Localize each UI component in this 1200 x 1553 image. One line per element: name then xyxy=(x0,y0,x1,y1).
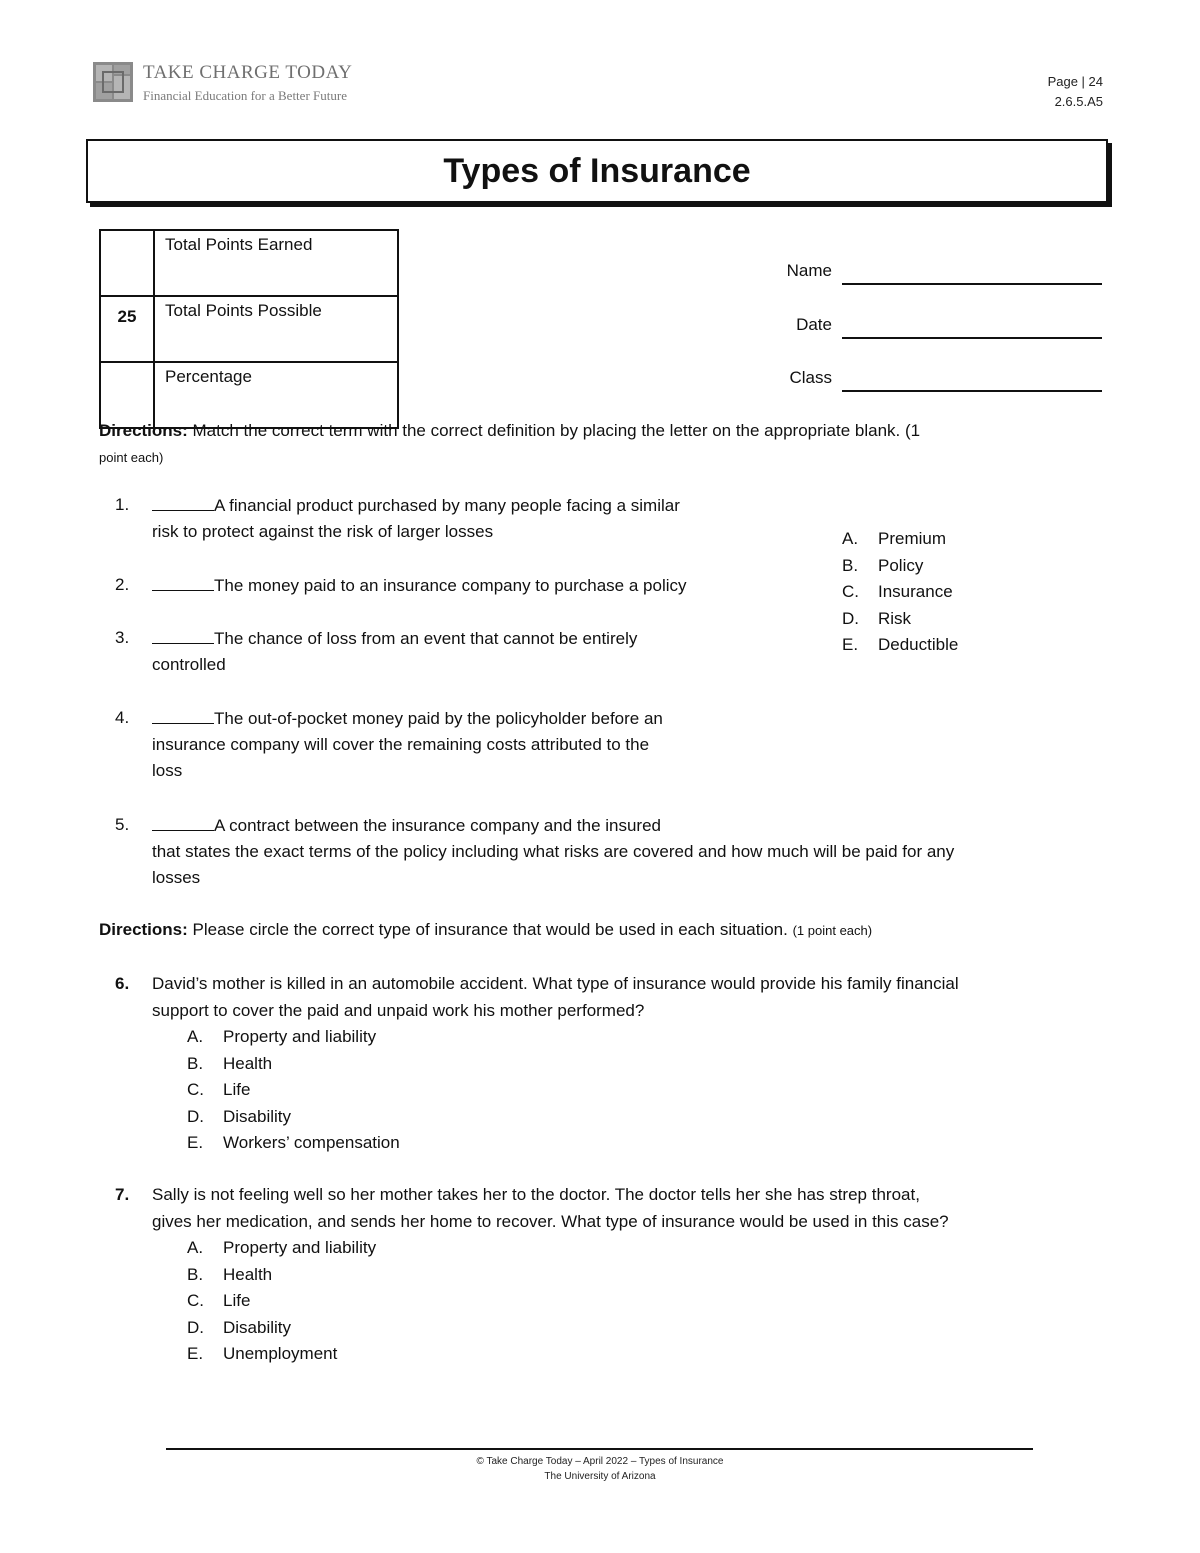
term-text: Insurance xyxy=(878,582,953,601)
question-number: 7. xyxy=(115,1185,130,1204)
term-item xyxy=(842,606,958,633)
item-text: A contract between the insurance company and the insured xyxy=(214,816,662,835)
question-text-cont: gives her medication, and sends her home to recover. What type of insurance would be used in this case? xyxy=(152,1211,949,1231)
term-letter: B. xyxy=(842,555,859,575)
option-text: Health xyxy=(223,1053,273,1073)
option-letter: A. xyxy=(187,1027,204,1046)
name-blank[interactable] xyxy=(842,253,1102,285)
term-text: Premium xyxy=(878,529,947,548)
answer-blank[interactable] xyxy=(152,492,214,511)
matching-item-3 xyxy=(115,625,795,679)
points-label-cell: Percentage xyxy=(154,362,398,428)
answer-blank[interactable] xyxy=(152,812,214,831)
question-7 xyxy=(115,1182,1105,1372)
item-number: 5. xyxy=(115,815,130,834)
class-blank[interactable] xyxy=(842,360,1102,392)
item-number: 3. xyxy=(115,628,130,647)
item-text: The money paid to an insurance company to purchase a policy xyxy=(214,576,687,595)
table-row xyxy=(100,296,398,362)
answer-option[interactable] xyxy=(187,1077,400,1104)
option-text: Workers’ compensation xyxy=(223,1133,400,1152)
term-text: Policy xyxy=(878,555,924,575)
class-field xyxy=(772,362,1102,392)
term-letter: A. xyxy=(842,529,859,548)
matching-item-2 xyxy=(115,572,795,600)
matching-item-4 xyxy=(115,705,795,785)
title-box xyxy=(86,139,1108,203)
answer-option[interactable] xyxy=(187,1315,376,1342)
directions-text-cont: point each) xyxy=(99,450,164,465)
option-letter: D. xyxy=(187,1317,204,1337)
term-item xyxy=(842,553,958,580)
question-text: David’s mother is killed in an automobile accident. What type of insurance would provide his family financial xyxy=(152,974,959,993)
logo-title: TAKE CHARGE TODAY xyxy=(143,62,353,83)
question-6 xyxy=(115,971,1105,1161)
term-letter: D. xyxy=(842,608,859,628)
footer-divider xyxy=(166,1448,1033,1450)
item-text: A financial product purchased by many people facing a similar xyxy=(214,496,680,515)
page-info xyxy=(1048,72,1103,112)
answer-option[interactable] xyxy=(187,1288,376,1315)
name-field xyxy=(772,255,1102,285)
answer-option[interactable] xyxy=(187,1341,376,1368)
points-table xyxy=(99,229,399,429)
term-item xyxy=(842,632,958,659)
item-number: 1. xyxy=(115,495,130,514)
term-item xyxy=(842,579,958,606)
answer-blank[interactable] xyxy=(152,705,214,724)
table-row xyxy=(100,230,398,296)
matching-item-5 xyxy=(115,812,1105,892)
option-letter: D. xyxy=(187,1106,204,1126)
option-text: Life xyxy=(223,1080,251,1099)
question-options xyxy=(187,1235,376,1368)
option-letter: B. xyxy=(187,1264,204,1284)
term-text: Deductible xyxy=(878,635,959,654)
answer-option[interactable] xyxy=(187,1235,376,1262)
answer-option[interactable] xyxy=(187,1051,400,1078)
points-label-cell: Total Points Earned xyxy=(154,230,398,296)
directions-circle xyxy=(99,917,1104,944)
term-item xyxy=(842,526,958,553)
date-label: Date xyxy=(796,315,832,334)
class-label: Class xyxy=(789,368,832,387)
logo xyxy=(93,62,353,106)
answer-option[interactable] xyxy=(187,1104,400,1131)
option-text: Property and liability xyxy=(223,1027,377,1046)
directions-label: Directions: xyxy=(99,421,188,440)
item-number: 4. xyxy=(115,708,130,727)
item-number: 2. xyxy=(115,575,130,594)
item-text-cont: risk to protect against the risk of larger losses xyxy=(152,522,494,541)
option-letter: B. xyxy=(187,1053,204,1073)
points-label-cell: Total Points Possible xyxy=(154,296,398,362)
answer-option[interactable] xyxy=(187,1024,400,1051)
item-text-cont: that states the exact terms of the policy including what risks are covered and how much will be paid for any xyxy=(152,842,955,861)
option-letter: C. xyxy=(187,1080,204,1099)
term-letter: C. xyxy=(842,582,859,601)
directions-text: Match the correct term with the correct definition by placing the letter on the appropriate blank. (1 xyxy=(187,421,921,440)
option-letter: C. xyxy=(187,1291,204,1310)
item-text-cont: losses xyxy=(152,868,201,887)
name-label: Name xyxy=(786,261,832,280)
option-text: Unemployment xyxy=(223,1344,338,1363)
option-text: Disability xyxy=(223,1317,292,1337)
question-options xyxy=(187,1024,400,1157)
term-letter: E. xyxy=(842,635,859,654)
option-text: Property and liability xyxy=(223,1238,377,1257)
date-blank[interactable] xyxy=(842,307,1102,339)
item-text-cont: controlled xyxy=(152,655,226,674)
points-value-cell: 25 xyxy=(100,296,154,362)
item-text-cont: loss xyxy=(152,761,183,780)
logo-tagline: Financial Education for a Better Future xyxy=(143,88,347,103)
doc-code: 2.6.5.A5 xyxy=(1054,94,1103,109)
footer-university: The University of Arizona xyxy=(544,1471,656,1482)
question-number: 6. xyxy=(115,974,130,993)
option-letter: E. xyxy=(187,1344,204,1363)
answer-blank[interactable] xyxy=(152,572,214,591)
option-text: Disability xyxy=(223,1106,292,1126)
answer-option[interactable] xyxy=(187,1130,400,1157)
option-letter: E. xyxy=(187,1133,204,1152)
answer-option[interactable] xyxy=(187,1262,376,1289)
answer-blank[interactable] xyxy=(152,625,214,644)
directions-points: (1 point each) xyxy=(792,923,873,938)
option-text: Health xyxy=(223,1264,273,1284)
terms-list xyxy=(842,526,958,659)
option-text: Life xyxy=(223,1291,251,1310)
item-text: The out-of-pocket money paid by the policyholder before an xyxy=(214,709,663,728)
question-text: Sally is not feeling well so her mother takes her to the doctor. The doctor tells her she has strep throat, xyxy=(152,1185,920,1204)
directions-label: Directions: xyxy=(99,920,188,939)
item-text-cont: insurance company will cover the remaining costs attributed to the xyxy=(152,735,650,754)
directions-text: Please circle the correct type of insurance that would be used in each situation. xyxy=(187,920,793,939)
item-text: The chance of loss from an event that cannot be entirely xyxy=(214,629,638,648)
option-letter: A. xyxy=(187,1238,204,1257)
footer-copyright: © Take Charge Today – April 2022 – Types of Insurance xyxy=(476,1456,724,1467)
page-number: Page | 24 xyxy=(1047,74,1103,89)
question-text-cont: support to cover the paid and unpaid work his mother performed? xyxy=(152,1000,645,1020)
points-value-cell xyxy=(100,230,154,296)
term-text: Risk xyxy=(878,608,912,628)
logo-mark-icon xyxy=(93,62,133,102)
directions-matching xyxy=(99,418,1104,471)
matching-item-1 xyxy=(115,492,795,546)
page-title: Types of Insurance xyxy=(443,151,751,190)
date-field xyxy=(772,309,1102,339)
